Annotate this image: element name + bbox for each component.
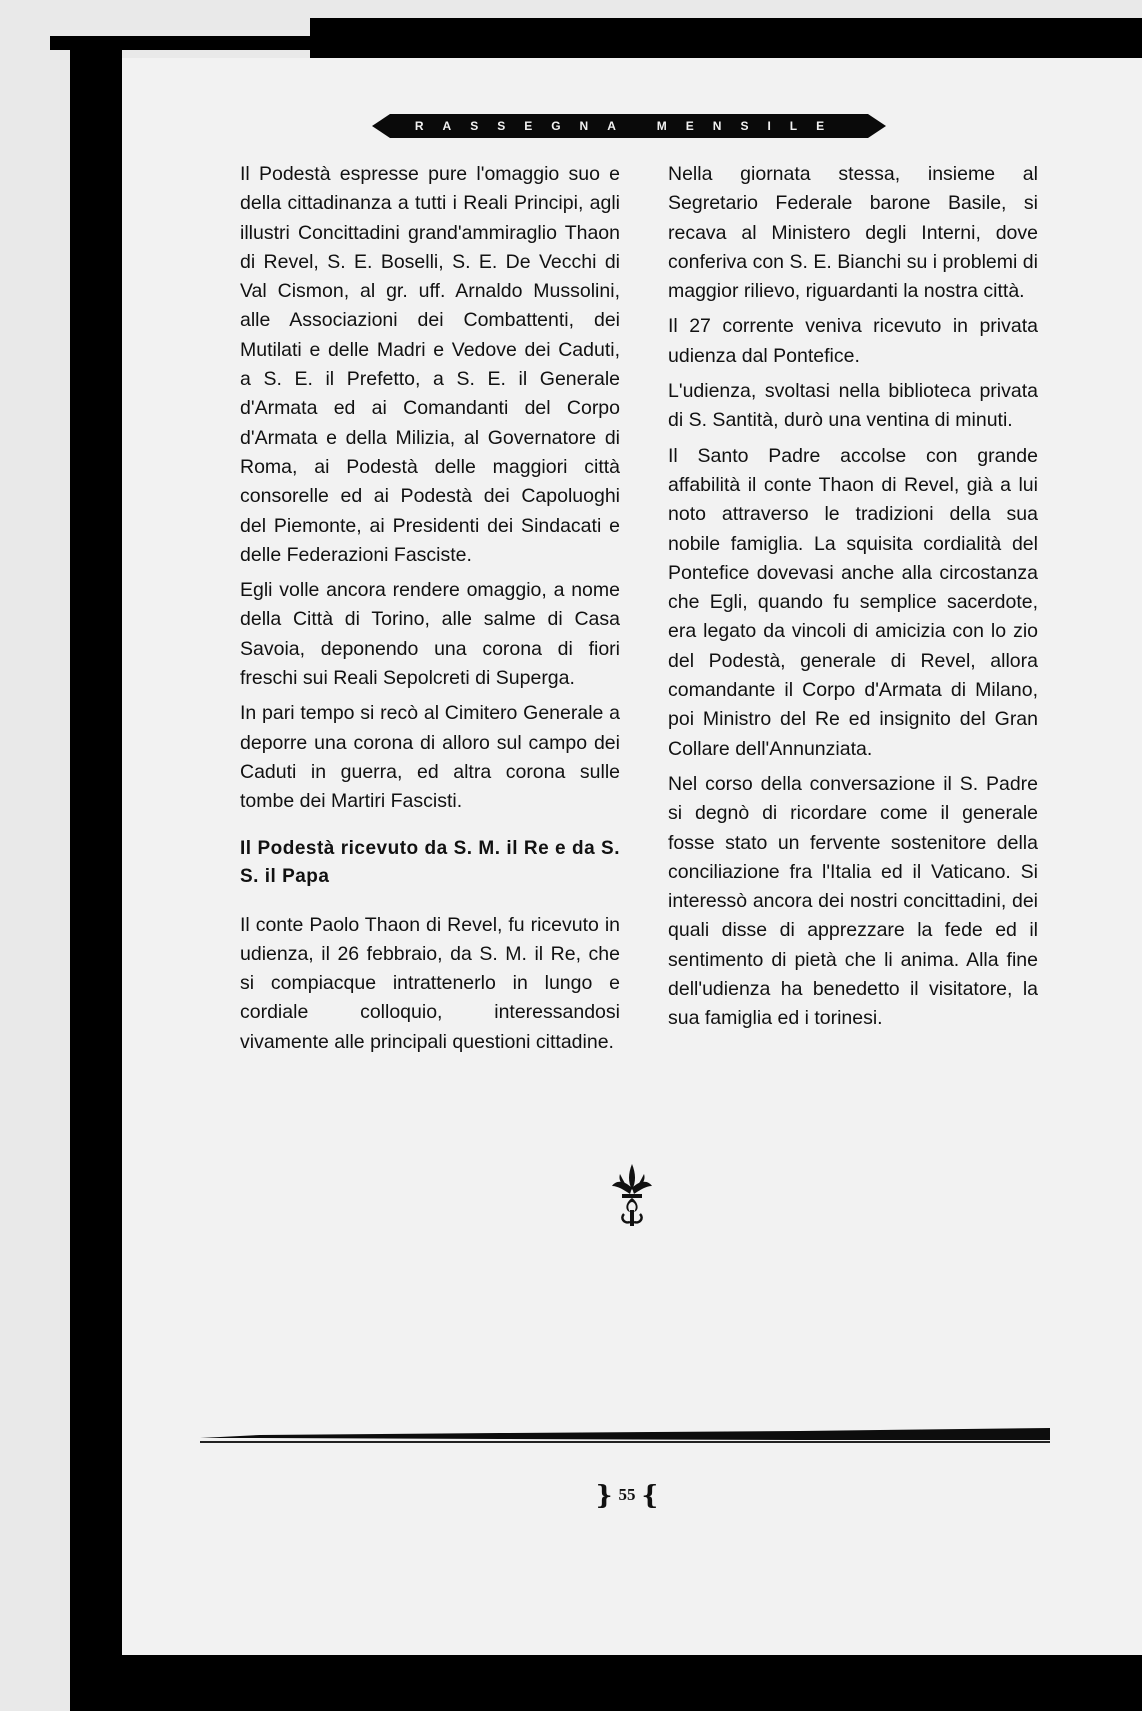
bottom-rule — [200, 1426, 1050, 1446]
right-paragraph: L'udienza, svoltasi nella biblioteca privata di S. Santità, durò una ventina di minuti. — [668, 380, 1038, 432]
scan-border-left — [70, 40, 122, 1711]
running-title: RASSEGNA MENSILE — [414, 119, 844, 133]
left-paragraph: In pari tempo si recò al Cimitero Generale a deporre una corona di alloro sul campo dei Caduti in guerra, ed altra corona sulle tombe dei Martiri Fascisti. — [240, 702, 620, 813]
fleur-ornament-icon — [610, 1160, 654, 1230]
page-number-right-bracket-icon: { — [641, 1481, 659, 1512]
right-paragraph: Il 27 corrente veniva ricevuto in privata udienza dal Pontefice. — [668, 315, 1038, 367]
running-header — [372, 112, 886, 140]
right-paragraph: Nella giornata stessa, insieme al Segretario Federale barone Basile, si recava al Ministero degli Interni, dove conferiva con S. E. Bianchi su i problemi di maggior rilievo, riguardanti la nostra città. — [668, 163, 1038, 303]
page-number — [582, 1472, 672, 1518]
left-paragraph: Egli volle ancora rendere omaggio, a nome della Città di Torino, alle salme di Casa Savoia, deponendo una corona di fiori freschi sui Reali Sepolcreti di Superga. — [240, 579, 620, 690]
left-paragraph: Il conte Paolo Thaon di Revel, fu ricevuto in udienza, il 26 febbraio, da S. M. il Re, che si compiacque intrattenerlo in lungo e cordiale colloquio, interessandosi vivamente alle principali questioni cittadine. — [240, 913, 620, 1053]
left-column — [240, 160, 620, 1063]
section-subheading: Il Podestà ricevuto da S. M. il Re e da S. S. il Papa — [240, 837, 620, 887]
left-paragraph: Il Podestà espresse pure l'omaggio suo e della cittadinanza a tutti i Reali Principi, agli illustri Concittadini grand'ammiraglio Thaon di Revel, S. E. Boselli, S. E. De Vecchi di Val Cismon, al gr. uff. Arnaldo Mussolini, alle Associazioni dei Combattenti, dei Mutilati e delle Madri e Vedove dei Caduti, a S. E. il Prefetto, a S. E. il Generale d'Armata ed ai Comandanti del Corpo d'Armata e della Milizia, al Governatore di Roma, ai Podestà delle maggiori città consorelle ed ai Podestà dei Capoluoghi del Piemonte, ai Presidenti dei Sindacati e delle Federazioni Fasciste. — [240, 163, 620, 566]
right-paragraph: Nel corso della conversazione il S. Padre si degnò di ricordare come il generale fosse stato un fervente sostenitore della conciliazione fra l'Italia ed il Vaticano. Si interessò ancora dei nostri concittadini, dei quali disse di apprezzare la fede ed il sentimento di pietà che li anima. Alla fine dell'udienza ha benedetto il visitatore, la sua famiglia ed i torinesi. — [668, 772, 1038, 1030]
scan-border-bottom — [70, 1655, 1142, 1711]
page-number-left-bracket-icon: } — [595, 1481, 613, 1512]
page-number-value: 55 — [618, 1485, 636, 1504]
right-column — [668, 160, 1038, 1040]
scan-border-top — [50, 36, 1142, 50]
right-paragraph: Il Santo Padre accolse con grande affabilità il conte Thaon di Revel, già a lui noto attraverso le tradizioni della sua nobile famiglia. La squisita cordialità del Pontefice dovevasi anche alla circostanza che Egli, quando fu semplice sacerdote, era legato da vincoli di amicizia con lo zio del Podestà, generale di Revel, allora comandante il Corpo d'Armata di Milano, poi Ministro del Re ed insignito del Gran Collare dell'Annunziata. — [668, 444, 1038, 760]
